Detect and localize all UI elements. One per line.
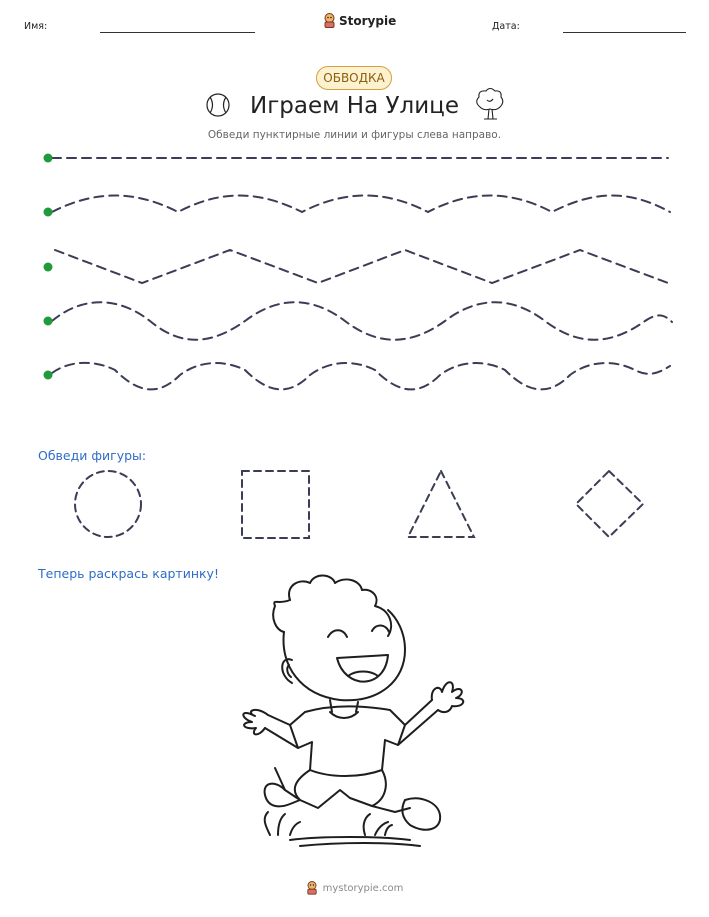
category-badge: ОБВОДКА	[316, 66, 392, 90]
shapes-section-label: Обведи фигуры:	[38, 448, 147, 463]
brand-name: Storypie	[339, 13, 397, 28]
footer-site[interactable]: mystorypie.com	[322, 882, 404, 894]
page-subtitle: Обведи пунктирные линии и фигуры слева направо.	[207, 129, 502, 141]
date-label: Дата:	[492, 21, 520, 32]
footer	[0, 881, 709, 895]
coloring-section-label: Теперь раскрась картинку!	[38, 566, 219, 581]
name-label: Имя:	[24, 21, 48, 32]
storypie-mascot-icon	[306, 881, 318, 895]
page-title: Играем На Улице	[250, 93, 459, 119]
